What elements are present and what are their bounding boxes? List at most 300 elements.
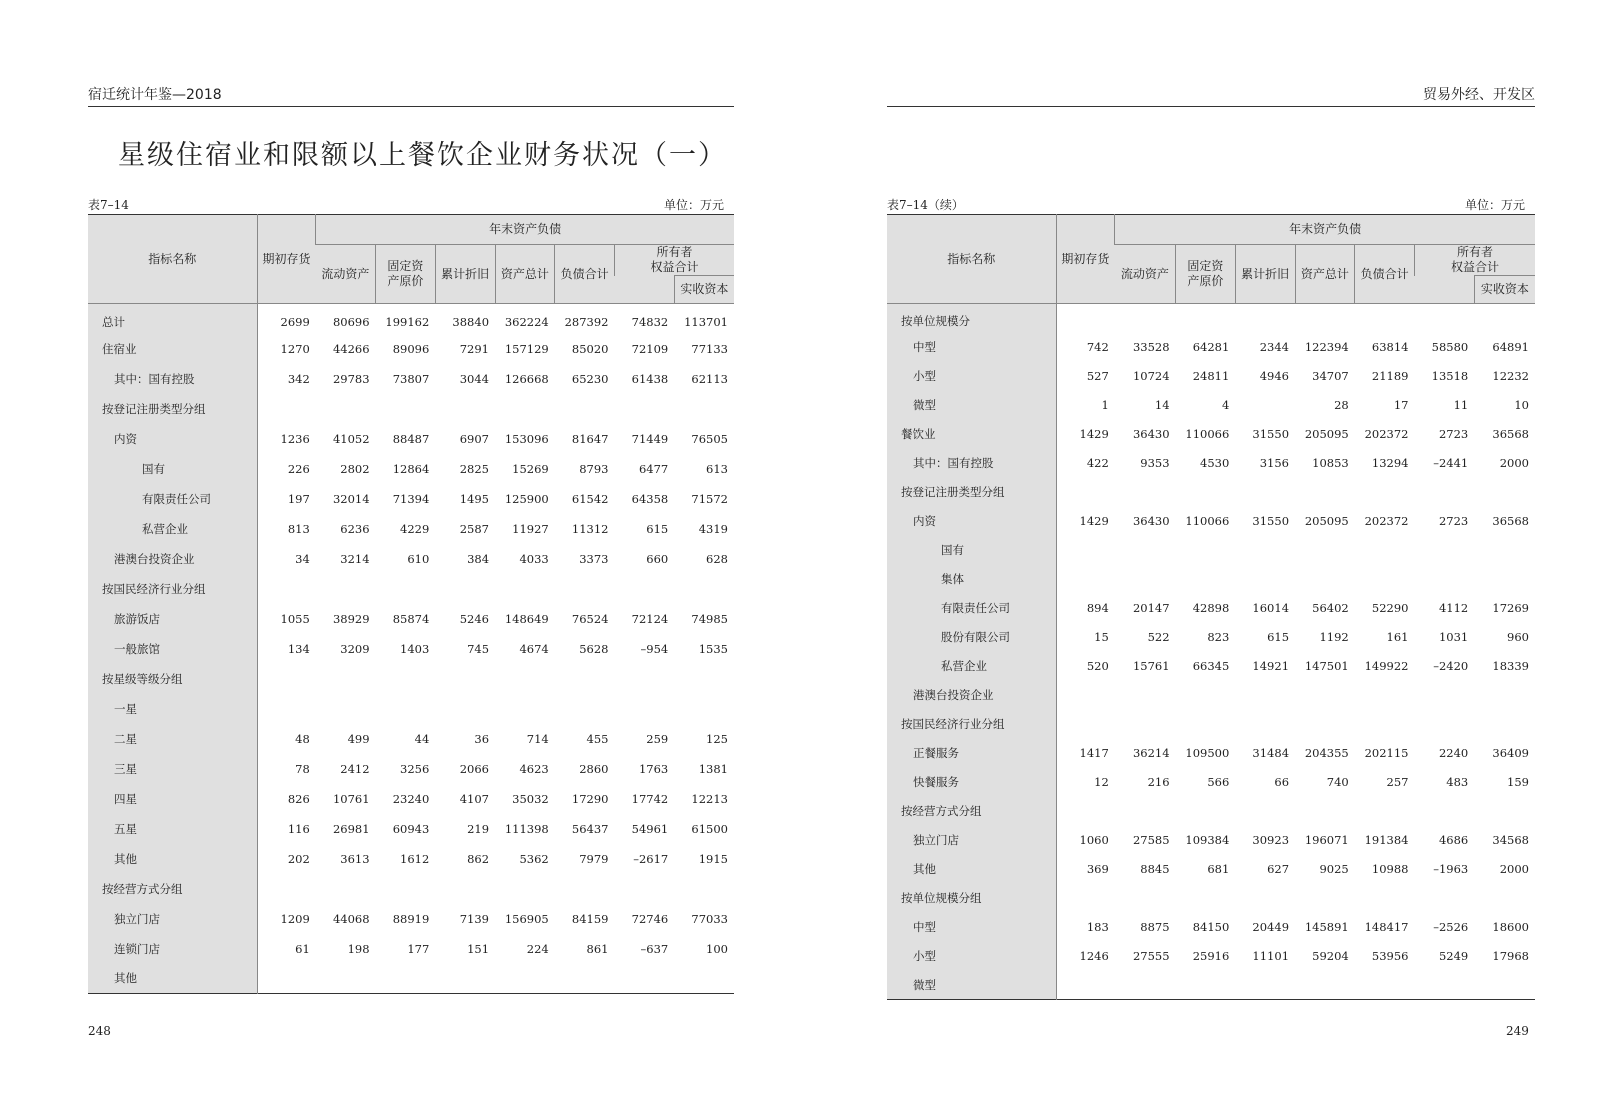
cell-value [1056, 681, 1115, 710]
table-meta-left [88, 196, 724, 212]
cell-value: 24811 [1192, 369, 1230, 383]
cell-value: 36430 [1132, 427, 1170, 441]
cell-value [1115, 971, 1176, 1000]
cell-value: 88919 [392, 911, 430, 926]
table-row [88, 484, 734, 514]
cell-value: 77133 [691, 341, 728, 356]
financial-table-right [887, 214, 1535, 1000]
cell-value: 257 [1386, 775, 1409, 789]
row-label: 有限责任公司 [88, 484, 257, 514]
cell-value: 153096 [504, 431, 549, 446]
cell-value: 205095 [1304, 514, 1349, 528]
cell-value: 740 [1326, 775, 1349, 789]
cell-value [1474, 797, 1535, 826]
cell-value: 1535 [698, 641, 728, 656]
cell-value: 960 [1507, 630, 1529, 644]
cell-value: 64281 [1192, 340, 1230, 354]
cell-value: –2526 [1433, 920, 1469, 934]
cell-value [257, 694, 316, 724]
cell-value [495, 874, 555, 904]
cell-value: 202 [287, 851, 310, 866]
cell-value [1355, 478, 1415, 507]
cell-value: 36430 [1132, 514, 1170, 528]
cell-value [1176, 797, 1236, 826]
cell-value [674, 394, 734, 424]
cell-value: 2699 [280, 314, 310, 329]
table-row [887, 420, 1535, 449]
cell-value: 826 [287, 791, 310, 806]
cell-value [1474, 536, 1535, 565]
cell-value: –954 [640, 641, 669, 656]
cell-value [1355, 304, 1415, 333]
cell-value [1414, 478, 1474, 507]
page-number-left: 248 [88, 1024, 111, 1038]
cell-value [316, 574, 376, 604]
cell-value: 17 [1393, 398, 1409, 412]
cell-value: 2000 [1499, 456, 1529, 470]
cell-value: 2000 [1499, 862, 1529, 876]
cell-value: 151 [467, 941, 490, 956]
cell-value [1056, 971, 1115, 1000]
cell-value [1414, 565, 1474, 594]
cell-value: 287392 [564, 314, 609, 329]
cell-value: 88487 [392, 431, 430, 446]
page-title: 星级住宿业和限额以上餐饮企业财务状况（一） [118, 140, 727, 171]
header-opening-inventory: 期初存货 [257, 215, 316, 304]
cell-value: 4623 [519, 761, 549, 776]
row-label: 总计 [88, 304, 257, 334]
cell-value: 72746 [631, 911, 669, 926]
cell-value: 10988 [1371, 862, 1409, 876]
cell-value: 36214 [1132, 746, 1170, 760]
row-label: 港澳台投资企业 [887, 681, 1056, 710]
cell-value: 62113 [691, 371, 728, 386]
table-row [887, 594, 1535, 623]
cell-value: 4686 [1438, 833, 1469, 847]
cell-value [1355, 884, 1415, 913]
cell-value: 109384 [1185, 833, 1230, 847]
cell-value: 147501 [1304, 659, 1349, 673]
cell-value: –2617 [633, 851, 669, 866]
table-row [887, 826, 1535, 855]
cell-value: 4112 [1438, 601, 1469, 615]
cell-value [1056, 710, 1115, 739]
row-label: 住宿业 [88, 334, 257, 364]
cell-value: 21189 [1371, 369, 1409, 383]
table-row [887, 507, 1535, 536]
table-row [88, 844, 734, 874]
header-year-end-group: 年末资产负债 [1115, 215, 1535, 245]
cell-value: 610 [407, 551, 430, 566]
row-label: 连锁门店 [88, 934, 257, 964]
cell-value: 134 [287, 641, 310, 656]
running-head-left [88, 84, 734, 107]
cell-value [1115, 478, 1176, 507]
cell-value: 13518 [1431, 369, 1469, 383]
cell-value: 34568 [1492, 833, 1529, 847]
table-row [887, 652, 1535, 681]
cell-value [1295, 478, 1355, 507]
cell-value: 52290 [1371, 601, 1409, 615]
cell-value: 36568 [1492, 427, 1529, 441]
table-row [887, 971, 1535, 1000]
cell-value: 1031 [1438, 630, 1469, 644]
row-label: 独立门店 [887, 826, 1056, 855]
cell-value: 8793 [579, 461, 609, 476]
row-label: 按单位规模分组 [887, 884, 1056, 913]
cell-value: 8875 [1140, 920, 1170, 934]
cell-value: 177 [407, 941, 430, 956]
cell-value: 10724 [1132, 369, 1170, 383]
cell-value: 522 [1147, 630, 1170, 644]
cell-value: 8845 [1140, 862, 1170, 876]
table-row [88, 754, 734, 784]
cell-value [316, 874, 376, 904]
cell-value: 183 [1086, 920, 1109, 934]
cell-value: 499 [347, 731, 370, 746]
cell-value [1176, 304, 1236, 333]
cell-value: 65230 [571, 371, 609, 386]
table-row [88, 364, 734, 394]
row-label: 私营企业 [887, 652, 1056, 681]
header-total-assets: 资产总计 [495, 245, 555, 304]
cell-value: –2441 [1433, 456, 1469, 470]
cell-value: 1055 [280, 611, 310, 626]
cell-value [495, 574, 555, 604]
row-label: 五星 [88, 814, 257, 844]
cell-value: 18600 [1492, 920, 1529, 934]
header-indicator: 指标名称 [887, 215, 1056, 304]
cell-value [1295, 565, 1355, 594]
cell-value: 2344 [1259, 340, 1290, 354]
page-number-right: 249 [1506, 1024, 1529, 1038]
cell-value: 56437 [571, 821, 609, 836]
cell-value: 5362 [519, 851, 549, 866]
cell-value: 159 [1507, 775, 1529, 789]
cell-value: 4033 [519, 551, 549, 566]
cell-value: 12213 [691, 791, 728, 806]
cell-value: 34 [295, 551, 310, 566]
cell-value [1414, 710, 1474, 739]
cell-value [1295, 710, 1355, 739]
header-indicator: 指标名称 [88, 215, 257, 304]
cell-value [257, 664, 316, 694]
table-row [88, 514, 734, 544]
cell-value [1235, 710, 1295, 739]
cell-value: 483 [1446, 775, 1469, 789]
cell-value: 61542 [571, 491, 609, 506]
table-row [887, 681, 1535, 710]
cell-value: 4946 [1259, 369, 1290, 383]
row-label: 国有 [887, 536, 1056, 565]
cell-value: 125900 [504, 491, 549, 506]
cell-value: 422 [1086, 456, 1109, 470]
row-label: 一般旅馆 [88, 634, 257, 664]
table-row [88, 544, 734, 574]
header-total-liabilities: 负债合计 [1355, 245, 1415, 304]
cell-value: 17269 [1492, 601, 1529, 615]
cell-value: 34707 [1312, 369, 1349, 383]
cell-value: 4319 [698, 521, 728, 536]
cell-value [555, 874, 615, 904]
cell-value: 17742 [631, 791, 669, 806]
cell-value: 1060 [1079, 833, 1109, 847]
cell-value: 12232 [1492, 369, 1529, 383]
cell-value [1474, 971, 1535, 1000]
cell-value [1235, 565, 1295, 594]
cell-value: 1270 [280, 341, 310, 356]
cell-value: 44068 [332, 911, 370, 926]
table-row [88, 574, 734, 604]
cell-value [1176, 710, 1236, 739]
cell-value: 35032 [512, 791, 549, 806]
cell-value: 33528 [1132, 340, 1170, 354]
cell-value: 84150 [1192, 920, 1230, 934]
table-meta-right [887, 196, 1525, 212]
unit-label-left: 单位：万元 [663, 198, 724, 212]
cell-value [1355, 710, 1415, 739]
cell-value [1115, 710, 1176, 739]
table-number-right: 表7–14（续） [887, 198, 964, 212]
table-row [887, 884, 1535, 913]
cell-value: 44266 [332, 341, 370, 356]
cell-value: 9025 [1319, 862, 1349, 876]
cell-value [435, 394, 495, 424]
cell-value [1056, 884, 1115, 913]
row-label: 旅游饭店 [88, 604, 257, 634]
cell-value: 148417 [1364, 920, 1409, 934]
cell-value [1355, 565, 1415, 594]
cell-value [435, 574, 495, 604]
cell-value: 109500 [1185, 746, 1230, 760]
cell-value: 191384 [1364, 833, 1409, 847]
cell-value: 13294 [1371, 456, 1409, 470]
cell-value: 36 [474, 731, 490, 746]
cell-value [614, 394, 674, 424]
cell-value: 259 [646, 731, 669, 746]
header-fixed-assets: 固定资 产原价 [1176, 245, 1236, 304]
cell-value [1474, 565, 1535, 594]
cell-value: 85020 [571, 341, 609, 356]
cell-value: 3256 [400, 761, 430, 776]
cell-value: 813 [287, 521, 310, 536]
cell-value: 110066 [1185, 514, 1230, 528]
cell-value: 111398 [504, 821, 549, 836]
cell-value: 1612 [400, 851, 430, 866]
cell-value [1235, 304, 1295, 333]
cell-value: 161 [1386, 630, 1409, 644]
row-label: 按登记注册类型分组 [887, 478, 1056, 507]
cell-value: 2723 [1438, 427, 1469, 441]
table-row [88, 334, 734, 364]
cell-value [435, 664, 495, 694]
running-head-left-text: 宿迁统计年鉴—2018 [88, 87, 222, 103]
cell-value: 149922 [1364, 659, 1409, 673]
cell-value: 80696 [332, 314, 370, 329]
cell-value [495, 694, 555, 724]
cell-value: 20449 [1252, 920, 1290, 934]
cell-value [1414, 536, 1474, 565]
cell-value: 3613 [340, 851, 370, 866]
cell-value: 74985 [691, 611, 728, 626]
cell-value: 71449 [631, 431, 669, 446]
header-current-assets: 流动资产 [316, 245, 376, 304]
cell-value: 60943 [392, 821, 430, 836]
cell-value: 10853 [1312, 456, 1349, 470]
cell-value [674, 574, 734, 604]
cell-value: 2802 [340, 461, 370, 476]
cell-value: 742 [1086, 340, 1109, 354]
cell-value [1474, 884, 1535, 913]
cell-value: 56402 [1312, 601, 1349, 615]
row-label: 其他 [887, 855, 1056, 884]
cell-value: 89096 [392, 341, 430, 356]
cell-value: –2420 [1433, 659, 1469, 673]
running-head-right [887, 84, 1535, 107]
cell-value: 1236 [280, 431, 310, 446]
cell-value: 72109 [631, 341, 669, 356]
cell-value: 613 [706, 461, 728, 476]
cell-value: 384 [467, 551, 490, 566]
cell-value: 2412 [340, 761, 370, 776]
row-label: 正餐服务 [887, 739, 1056, 768]
cell-value: 66345 [1192, 659, 1230, 673]
cell-value: 17968 [1492, 949, 1529, 963]
cell-value: 628 [706, 551, 728, 566]
row-label: 中型 [887, 333, 1056, 362]
row-label: 内资 [887, 507, 1056, 536]
cell-value: 126668 [504, 371, 549, 386]
cell-value [1235, 971, 1295, 1000]
cell-value: 76505 [691, 431, 728, 446]
table-row [88, 394, 734, 424]
header-owners-equity: 所有者 权益合计 [1414, 245, 1535, 276]
table-row [88, 454, 734, 484]
cell-value: 54961 [631, 821, 669, 836]
table-row [887, 333, 1535, 362]
table-row [88, 664, 734, 694]
row-label: 二星 [88, 724, 257, 754]
cell-value [495, 964, 555, 994]
cell-value: 61438 [631, 371, 669, 386]
row-label: 按国民经济行业分组 [887, 710, 1056, 739]
cell-value [1235, 391, 1295, 420]
cell-value [674, 664, 734, 694]
cell-value: 6236 [340, 521, 370, 536]
cell-value [614, 964, 674, 994]
cell-value: 1495 [459, 491, 490, 506]
cell-value [1056, 565, 1115, 594]
cell-value: 25916 [1192, 949, 1230, 963]
cell-value: 199162 [385, 314, 430, 329]
cell-value: 32014 [332, 491, 370, 506]
cell-value: 15761 [1132, 659, 1170, 673]
cell-value [1474, 304, 1535, 333]
cell-value: 197 [287, 491, 310, 506]
cell-value [1235, 797, 1295, 826]
table-row [887, 797, 1535, 826]
table-row [88, 784, 734, 814]
cell-value [376, 964, 436, 994]
header-paid-in-capital: 实收资本 [674, 276, 734, 304]
cell-value [376, 394, 436, 424]
cell-value: 202372 [1364, 427, 1409, 441]
table-header-right [887, 215, 1535, 304]
cell-value: 48 [295, 731, 310, 746]
table-row [88, 874, 734, 904]
table-row [88, 724, 734, 754]
cell-value: 1429 [1079, 427, 1109, 441]
cell-value [1414, 797, 1474, 826]
financial-table-left [88, 214, 734, 994]
cell-value: 27585 [1132, 833, 1170, 847]
cell-value: 520 [1086, 659, 1109, 673]
cell-value [1235, 536, 1295, 565]
cell-value: 216 [1147, 775, 1170, 789]
unit-label-right: 单位：万元 [1464, 198, 1525, 212]
cell-value: 125 [706, 731, 728, 746]
running-head-right-text: 贸易外经、开发区 [1423, 87, 1535, 103]
cell-value [1176, 478, 1236, 507]
cell-value [1176, 565, 1236, 594]
cell-value [1176, 971, 1236, 1000]
cell-value: 36409 [1492, 746, 1529, 760]
header-year-end-group: 年末资产负债 [316, 215, 734, 245]
header-current-assets: 流动资产 [1115, 245, 1176, 304]
cell-value: 3156 [1259, 456, 1290, 470]
cell-value: 110066 [1185, 427, 1230, 441]
row-label: 按星级等级分组 [88, 664, 257, 694]
cell-value: 196071 [1304, 833, 1349, 847]
row-label: 内资 [88, 424, 257, 454]
cell-value: 100 [706, 941, 728, 956]
cell-value [555, 694, 615, 724]
cell-value: 894 [1086, 601, 1109, 615]
cell-value: 745 [467, 641, 490, 656]
cell-value: 7291 [459, 341, 490, 356]
cell-value: 16014 [1252, 601, 1290, 615]
cell-value [1295, 304, 1355, 333]
cell-value [1115, 304, 1176, 333]
cell-value: 10761 [332, 791, 370, 806]
cell-value: 1429 [1079, 514, 1109, 528]
cell-value: 72124 [631, 611, 669, 626]
cell-value [1355, 536, 1415, 565]
cell-value [674, 874, 734, 904]
cell-value [555, 574, 615, 604]
header-paid-in-capital: 实收资本 [1474, 276, 1535, 304]
cell-value: 202115 [1364, 746, 1409, 760]
cell-value: 15 [1094, 630, 1109, 644]
cell-value: 4 [1221, 398, 1230, 412]
cell-value: 4530 [1200, 456, 1230, 470]
table-row [887, 623, 1535, 652]
cell-value [1235, 681, 1295, 710]
cell-value: 202372 [1364, 514, 1409, 528]
cell-value: 36568 [1492, 514, 1529, 528]
cell-value: 681 [1207, 862, 1230, 876]
table-row [887, 391, 1535, 420]
cell-value: 9353 [1140, 456, 1170, 470]
cell-value [674, 964, 734, 994]
table-row [88, 964, 734, 994]
row-label: 按登记注册类型分组 [88, 394, 257, 424]
cell-value: 2825 [459, 461, 490, 476]
cell-value: 4229 [400, 521, 430, 536]
cell-value: 3214 [340, 551, 370, 566]
header-accumulated-depreciation: 累计折旧 [435, 245, 495, 304]
cell-value: 861 [586, 941, 609, 956]
